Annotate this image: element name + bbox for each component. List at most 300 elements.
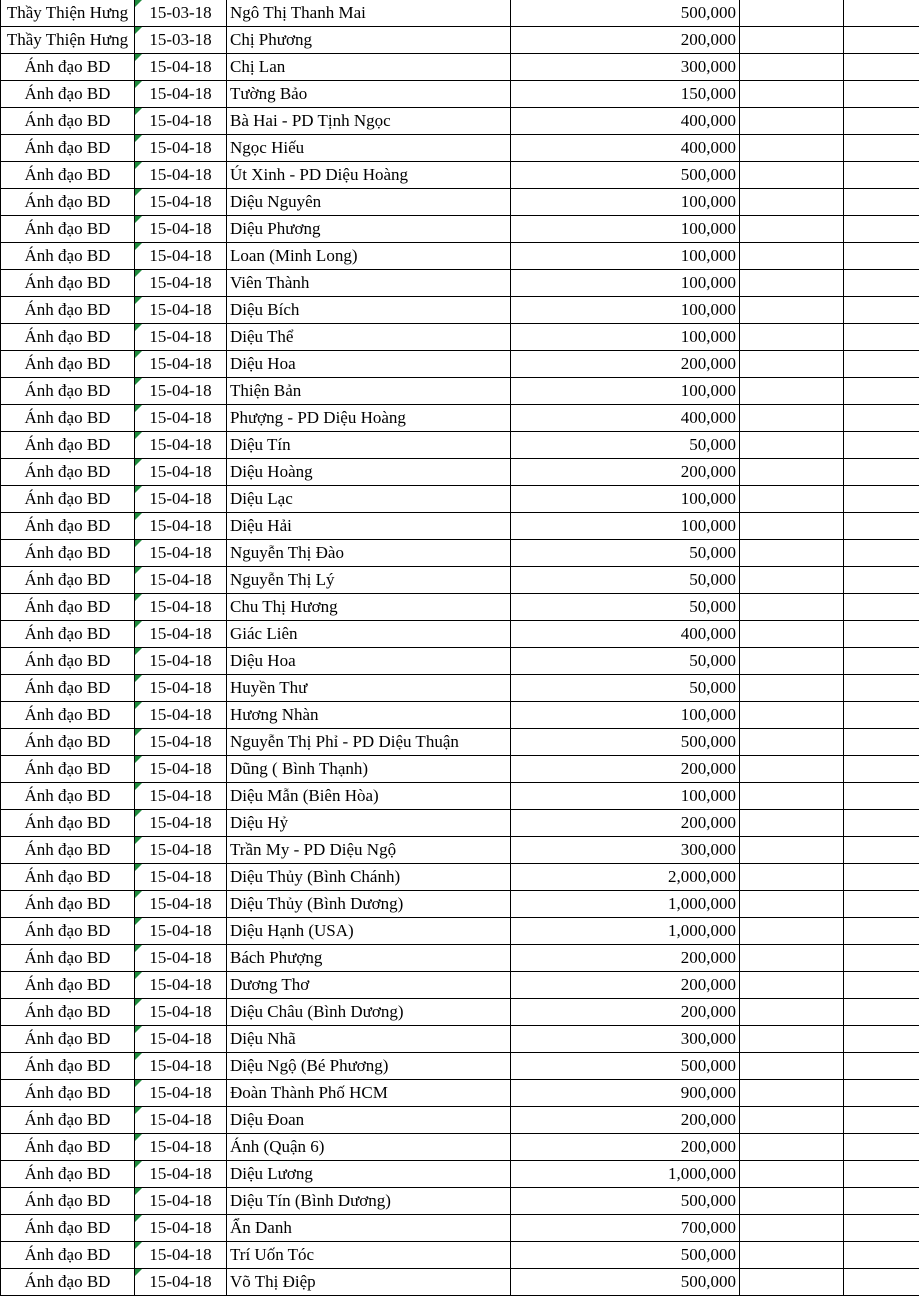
date-cell[interactable]: 15-04-18 xyxy=(135,1161,227,1188)
empty-cell[interactable] xyxy=(844,540,919,567)
empty-cell[interactable] xyxy=(740,1161,844,1188)
empty-cell[interactable] xyxy=(740,621,844,648)
empty-cell[interactable] xyxy=(844,135,919,162)
empty-cell[interactable] xyxy=(740,1080,844,1107)
giver-cell[interactable]: Ánh đạo BD xyxy=(1,432,135,459)
empty-cell[interactable] xyxy=(740,108,844,135)
date-cell[interactable]: 15-04-18 xyxy=(135,1134,227,1161)
amount-cell[interactable]: 500,000 xyxy=(511,1242,740,1269)
empty-cell[interactable] xyxy=(740,945,844,972)
date-cell[interactable]: 15-04-18 xyxy=(135,486,227,513)
empty-cell[interactable] xyxy=(740,999,844,1026)
amount-cell[interactable]: 100,000 xyxy=(511,270,740,297)
date-cell[interactable]: 15-04-18 xyxy=(135,459,227,486)
giver-cell[interactable]: Ánh đạo BD xyxy=(1,945,135,972)
date-cell[interactable]: 15-04-18 xyxy=(135,1269,227,1296)
donor-name-cell[interactable]: Thiện Bản xyxy=(227,378,511,405)
donor-name-cell[interactable]: Nguyễn Thị Phỉ - PD Diệu Thuận xyxy=(227,729,511,756)
amount-cell[interactable]: 100,000 xyxy=(511,216,740,243)
date-cell[interactable]: 15-04-18 xyxy=(135,513,227,540)
empty-cell[interactable] xyxy=(740,1215,844,1242)
giver-cell[interactable]: Ánh đạo BD xyxy=(1,486,135,513)
date-cell[interactable]: 15-04-18 xyxy=(135,1188,227,1215)
empty-cell[interactable] xyxy=(740,972,844,999)
empty-cell[interactable] xyxy=(844,972,919,999)
empty-cell[interactable] xyxy=(844,0,919,27)
giver-cell[interactable]: Ánh đạo BD xyxy=(1,675,135,702)
empty-cell[interactable] xyxy=(844,270,919,297)
date-cell[interactable]: 15-04-18 xyxy=(135,594,227,621)
empty-cell[interactable] xyxy=(740,54,844,81)
amount-cell[interactable]: 100,000 xyxy=(511,486,740,513)
empty-cell[interactable] xyxy=(740,27,844,54)
amount-cell[interactable]: 900,000 xyxy=(511,1080,740,1107)
date-cell[interactable]: 15-04-18 xyxy=(135,540,227,567)
donor-name-cell[interactable]: Diệu Bích xyxy=(227,297,511,324)
giver-cell[interactable]: Ánh đạo BD xyxy=(1,891,135,918)
empty-cell[interactable] xyxy=(740,1242,844,1269)
table-row xyxy=(1,540,919,567)
date-cell[interactable]: 15-04-18 xyxy=(135,405,227,432)
empty-cell[interactable] xyxy=(844,594,919,621)
amount-cell[interactable]: 1,000,000 xyxy=(511,1161,740,1188)
empty-cell[interactable] xyxy=(740,729,844,756)
amount-cell[interactable]: 50,000 xyxy=(511,540,740,567)
donor-name-cell[interactable]: Diệu Tín (Bình Dương) xyxy=(227,1188,511,1215)
giver-cell[interactable]: Ánh đạo BD xyxy=(1,1242,135,1269)
giver-cell[interactable]: Ánh đạo BD xyxy=(1,459,135,486)
empty-cell[interactable] xyxy=(844,1026,919,1053)
donor-name-cell[interactable]: Diệu Thủy (Bình Chánh) xyxy=(227,864,511,891)
giver-cell[interactable]: Ánh đạo BD xyxy=(1,729,135,756)
empty-cell[interactable] xyxy=(740,648,844,675)
giver-cell[interactable]: Thầy Thiện Hưng xyxy=(1,27,135,54)
date-cell[interactable]: 15-04-18 xyxy=(135,864,227,891)
empty-cell[interactable] xyxy=(740,459,844,486)
donor-name-cell[interactable]: Chị Phương xyxy=(227,27,511,54)
empty-cell[interactable] xyxy=(740,189,844,216)
donor-name-cell[interactable]: Trí Uốn Tóc xyxy=(227,1242,511,1269)
donor-name-cell[interactable]: Diệu Hạnh (USA) xyxy=(227,918,511,945)
giver-cell[interactable]: Ánh đạo BD xyxy=(1,999,135,1026)
donor-name-cell[interactable]: Diệu Lương xyxy=(227,1161,511,1188)
date-cell[interactable]: 15-03-18 xyxy=(135,0,227,27)
date-cell[interactable]: 15-04-18 xyxy=(135,567,227,594)
empty-cell[interactable] xyxy=(740,135,844,162)
amount-cell[interactable]: 100,000 xyxy=(511,297,740,324)
table-row xyxy=(1,135,919,162)
amount-cell[interactable]: 200,000 xyxy=(511,810,740,837)
empty-cell[interactable] xyxy=(740,594,844,621)
date-cell[interactable]: 15-04-18 xyxy=(135,972,227,999)
giver-cell[interactable]: Ánh đạo BD xyxy=(1,1080,135,1107)
donor-name-cell[interactable]: Võ Thị Điệp xyxy=(227,1269,511,1296)
donor-name-cell[interactable]: Huyền Thư xyxy=(227,675,511,702)
donor-name-cell[interactable]: Dũng ( Bình Thạnh) xyxy=(227,756,511,783)
empty-cell[interactable] xyxy=(844,621,919,648)
amount-cell[interactable]: 300,000 xyxy=(511,54,740,81)
amount-cell[interactable]: 50,000 xyxy=(511,432,740,459)
donor-name-cell[interactable]: Diệu Ngộ (Bé Phương) xyxy=(227,1053,511,1080)
empty-cell[interactable] xyxy=(844,729,919,756)
giver-cell[interactable]: Ánh đạo BD xyxy=(1,648,135,675)
date-cell[interactable]: 15-04-18 xyxy=(135,1242,227,1269)
amount-cell[interactable]: 200,000 xyxy=(511,972,740,999)
empty-cell[interactable] xyxy=(844,297,919,324)
donor-name-cell[interactable]: Nguyễn Thị Đào xyxy=(227,540,511,567)
date-cell[interactable]: 15-04-18 xyxy=(135,837,227,864)
date-cell[interactable]: 15-04-18 xyxy=(135,675,227,702)
date-cell[interactable]: 15-04-18 xyxy=(135,270,227,297)
empty-cell[interactable] xyxy=(844,918,919,945)
empty-cell[interactable] xyxy=(844,189,919,216)
donor-name-cell[interactable]: Đoàn Thành Phố HCM xyxy=(227,1080,511,1107)
empty-cell[interactable] xyxy=(844,1080,919,1107)
donor-name-cell[interactable]: Chu Thị Hương xyxy=(227,594,511,621)
amount-cell[interactable]: 100,000 xyxy=(511,513,740,540)
date-cell[interactable]: 15-04-18 xyxy=(135,162,227,189)
amount-cell[interactable]: 300,000 xyxy=(511,1026,740,1053)
date-cell[interactable]: 15-04-18 xyxy=(135,702,227,729)
empty-cell[interactable] xyxy=(740,1107,844,1134)
amount-cell[interactable]: 500,000 xyxy=(511,0,740,27)
date-cell[interactable]: 15-04-18 xyxy=(135,945,227,972)
amount-cell[interactable]: 100,000 xyxy=(511,324,740,351)
amount-cell[interactable]: 500,000 xyxy=(511,162,740,189)
giver-cell[interactable]: Ánh đạo BD xyxy=(1,1107,135,1134)
empty-cell[interactable] xyxy=(844,648,919,675)
donor-name-cell[interactable]: Diệu Hoa xyxy=(227,648,511,675)
donor-name-cell[interactable]: Diệu Mẫn (Biên Hòa) xyxy=(227,783,511,810)
table-row xyxy=(1,1242,919,1269)
giver-cell[interactable]: Ánh đạo BD xyxy=(1,243,135,270)
empty-cell[interactable] xyxy=(844,1242,919,1269)
amount-cell[interactable]: 50,000 xyxy=(511,675,740,702)
amount-cell[interactable]: 50,000 xyxy=(511,648,740,675)
giver-cell[interactable]: Ánh đạo BD xyxy=(1,297,135,324)
amount-cell[interactable]: 200,000 xyxy=(511,945,740,972)
empty-cell[interactable] xyxy=(740,891,844,918)
donor-name-cell[interactable]: Diệu Hải xyxy=(227,513,511,540)
giver-cell[interactable]: Ánh đạo BD xyxy=(1,702,135,729)
amount-cell[interactable]: 100,000 xyxy=(511,783,740,810)
empty-cell[interactable] xyxy=(844,999,919,1026)
giver-cell[interactable]: Ánh đạo BD xyxy=(1,1134,135,1161)
date-cell[interactable]: 15-04-18 xyxy=(135,810,227,837)
table-row xyxy=(1,216,919,243)
empty-cell[interactable] xyxy=(740,783,844,810)
amount-cell[interactable]: 100,000 xyxy=(511,189,740,216)
date-cell[interactable]: 15-04-18 xyxy=(135,1107,227,1134)
date-cell[interactable]: 15-04-18 xyxy=(135,189,227,216)
date-cell[interactable]: 15-04-18 xyxy=(135,351,227,378)
empty-cell[interactable] xyxy=(844,486,919,513)
giver-cell[interactable]: Ánh đạo BD xyxy=(1,810,135,837)
date-cell[interactable]: 15-04-18 xyxy=(135,729,227,756)
date-cell[interactable]: 15-04-18 xyxy=(135,324,227,351)
amount-cell[interactable]: 400,000 xyxy=(511,135,740,162)
giver-cell[interactable]: Ánh đạo BD xyxy=(1,540,135,567)
donor-name-cell[interactable]: Giác Liên xyxy=(227,621,511,648)
giver-cell[interactable]: Ánh đạo BD xyxy=(1,270,135,297)
table-row xyxy=(1,972,919,999)
empty-cell[interactable] xyxy=(740,1134,844,1161)
empty-cell[interactable] xyxy=(844,324,919,351)
donor-name-cell[interactable]: Diệu Hỷ xyxy=(227,810,511,837)
empty-cell[interactable] xyxy=(740,1269,844,1296)
date-cell[interactable]: 15-04-18 xyxy=(135,1026,227,1053)
giver-cell[interactable]: Ánh đạo BD xyxy=(1,513,135,540)
giver-cell[interactable]: Thầy Thiện Hưng xyxy=(1,0,135,27)
empty-cell[interactable] xyxy=(740,486,844,513)
empty-cell[interactable] xyxy=(844,1134,919,1161)
donor-name-cell[interactable]: Tường Bảo xyxy=(227,81,511,108)
date-cell[interactable]: 15-04-18 xyxy=(135,891,227,918)
amount-cell[interactable]: 700,000 xyxy=(511,1215,740,1242)
empty-cell[interactable] xyxy=(844,513,919,540)
table-row xyxy=(1,1269,919,1296)
date-cell[interactable]: 15-04-18 xyxy=(135,621,227,648)
giver-cell[interactable]: Ánh đạo BD xyxy=(1,378,135,405)
giver-cell[interactable]: Ánh đạo BD xyxy=(1,837,135,864)
empty-cell[interactable] xyxy=(844,243,919,270)
donor-name-cell[interactable]: Ngọc Hiếu xyxy=(227,135,511,162)
giver-cell[interactable]: Ánh đạo BD xyxy=(1,351,135,378)
date-cell[interactable]: 15-04-18 xyxy=(135,756,227,783)
empty-cell[interactable] xyxy=(740,270,844,297)
date-cell[interactable]: 15-04-18 xyxy=(135,918,227,945)
giver-cell[interactable]: Ánh đạo BD xyxy=(1,324,135,351)
date-cell[interactable]: 15-04-18 xyxy=(135,216,227,243)
date-cell[interactable]: 15-04-18 xyxy=(135,81,227,108)
empty-cell[interactable] xyxy=(844,405,919,432)
empty-cell[interactable] xyxy=(844,1107,919,1134)
empty-cell[interactable] xyxy=(844,864,919,891)
donor-name-cell[interactable]: Loan (Minh Long) xyxy=(227,243,511,270)
empty-cell[interactable] xyxy=(844,162,919,189)
date-cell[interactable]: 15-04-18 xyxy=(135,243,227,270)
donor-name-cell[interactable]: Ánh (Quận 6) xyxy=(227,1134,511,1161)
amount-cell[interactable]: 200,000 xyxy=(511,27,740,54)
date-cell[interactable]: 15-04-18 xyxy=(135,108,227,135)
date-cell[interactable]: 15-04-18 xyxy=(135,999,227,1026)
giver-cell[interactable]: Ánh đạo BD xyxy=(1,1269,135,1296)
date-cell[interactable]: 15-04-18 xyxy=(135,783,227,810)
date-cell[interactable]: 15-04-18 xyxy=(135,648,227,675)
donor-name-cell[interactable]: Diệu Hoa xyxy=(227,351,511,378)
empty-cell[interactable] xyxy=(740,405,844,432)
donor-name-cell[interactable]: Diệu Nguyên xyxy=(227,189,511,216)
date-cell[interactable]: 15-04-18 xyxy=(135,135,227,162)
donor-name-cell[interactable]: Diệu Thể xyxy=(227,324,511,351)
empty-cell[interactable] xyxy=(844,891,919,918)
giver-cell[interactable]: Ánh đạo BD xyxy=(1,108,135,135)
giver-cell[interactable]: Ánh đạo BD xyxy=(1,405,135,432)
empty-cell[interactable] xyxy=(740,432,844,459)
empty-cell[interactable] xyxy=(844,756,919,783)
donor-name-cell[interactable]: Diệu Nhã xyxy=(227,1026,511,1053)
date-cell[interactable]: 15-04-18 xyxy=(135,378,227,405)
donor-name-cell[interactable]: Chị Lan xyxy=(227,54,511,81)
amount-cell[interactable]: 500,000 xyxy=(511,1053,740,1080)
donor-name-cell[interactable]: Diệu Lạc xyxy=(227,486,511,513)
amount-cell[interactable]: 200,000 xyxy=(511,459,740,486)
amount-cell[interactable]: 150,000 xyxy=(511,81,740,108)
table-row xyxy=(1,1134,919,1161)
empty-cell[interactable] xyxy=(844,27,919,54)
amount-cell[interactable]: 400,000 xyxy=(511,405,740,432)
donor-name-cell[interactable]: Diệu Châu (Bình Dương) xyxy=(227,999,511,1026)
empty-cell[interactable] xyxy=(844,702,919,729)
donor-name-cell[interactable]: Viên Thành xyxy=(227,270,511,297)
amount-cell[interactable]: 500,000 xyxy=(511,729,740,756)
date-cell[interactable]: 15-04-18 xyxy=(135,1215,227,1242)
empty-cell[interactable] xyxy=(740,162,844,189)
donor-name-cell[interactable]: Diệu Tín xyxy=(227,432,511,459)
giver-cell[interactable]: Ánh đạo BD xyxy=(1,1215,135,1242)
donor-name-cell[interactable]: Diệu Thủy (Bình Dương) xyxy=(227,891,511,918)
empty-cell[interactable] xyxy=(844,54,919,81)
empty-cell[interactable] xyxy=(844,351,919,378)
table-row xyxy=(1,1161,919,1188)
giver-cell[interactable]: Ánh đạo BD xyxy=(1,54,135,81)
amount-cell[interactable]: 100,000 xyxy=(511,243,740,270)
amount-cell[interactable]: 2,000,000 xyxy=(511,864,740,891)
empty-cell[interactable] xyxy=(740,1188,844,1215)
amount-cell[interactable]: 400,000 xyxy=(511,621,740,648)
empty-cell[interactable] xyxy=(740,837,844,864)
amount-cell[interactable]: 400,000 xyxy=(511,108,740,135)
amount-cell[interactable]: 200,000 xyxy=(511,1134,740,1161)
giver-cell[interactable]: Ánh đạo BD xyxy=(1,567,135,594)
amount-cell[interactable]: 200,000 xyxy=(511,999,740,1026)
giver-cell[interactable]: Ánh đạo BD xyxy=(1,918,135,945)
empty-cell[interactable] xyxy=(740,864,844,891)
empty-cell[interactable] xyxy=(844,1188,919,1215)
empty-cell[interactable] xyxy=(844,675,919,702)
giver-cell[interactable]: Ánh đạo BD xyxy=(1,756,135,783)
giver-cell[interactable]: Ánh đạo BD xyxy=(1,972,135,999)
giver-cell[interactable]: Ánh đạo BD xyxy=(1,783,135,810)
empty-cell[interactable] xyxy=(844,378,919,405)
donor-name-cell[interactable]: Bách Phượng xyxy=(227,945,511,972)
empty-cell[interactable] xyxy=(740,243,844,270)
giver-cell[interactable]: Ánh đạo BD xyxy=(1,1026,135,1053)
donor-name-cell[interactable]: Hương Nhàn xyxy=(227,702,511,729)
donor-name-cell[interactable]: Bà Hai - PD Tịnh Ngọc xyxy=(227,108,511,135)
table-row xyxy=(1,513,919,540)
amount-cell[interactable]: 1,000,000 xyxy=(511,891,740,918)
empty-cell[interactable] xyxy=(740,81,844,108)
empty-cell[interactable] xyxy=(844,432,919,459)
giver-cell[interactable]: Ánh đạo BD xyxy=(1,1161,135,1188)
empty-cell[interactable] xyxy=(844,1269,919,1296)
donor-name-cell[interactable]: Diệu Đoan xyxy=(227,1107,511,1134)
table-row xyxy=(1,81,919,108)
empty-cell[interactable] xyxy=(844,810,919,837)
donor-name-cell[interactable]: Nguyễn Thị Lý xyxy=(227,567,511,594)
empty-cell[interactable] xyxy=(740,675,844,702)
amount-cell[interactable]: 300,000 xyxy=(511,837,740,864)
empty-cell[interactable] xyxy=(740,540,844,567)
empty-cell[interactable] xyxy=(740,513,844,540)
date-cell[interactable]: 15-04-18 xyxy=(135,54,227,81)
amount-cell[interactable]: 200,000 xyxy=(511,1107,740,1134)
giver-cell[interactable]: Ánh đạo BD xyxy=(1,216,135,243)
donor-name-cell[interactable]: Diệu Phương xyxy=(227,216,511,243)
date-cell[interactable]: 15-04-18 xyxy=(135,297,227,324)
empty-cell[interactable] xyxy=(844,837,919,864)
donor-name-cell[interactable]: Ẩn Danh xyxy=(227,1215,511,1242)
empty-cell[interactable] xyxy=(740,756,844,783)
giver-cell[interactable]: Ánh đạo BD xyxy=(1,81,135,108)
table-row xyxy=(1,783,919,810)
date-cell[interactable]: 15-03-18 xyxy=(135,27,227,54)
giver-cell[interactable]: Ánh đạo BD xyxy=(1,864,135,891)
empty-cell[interactable] xyxy=(740,324,844,351)
empty-cell[interactable] xyxy=(740,378,844,405)
empty-cell[interactable] xyxy=(844,1053,919,1080)
giver-cell[interactable]: Ánh đạo BD xyxy=(1,1188,135,1215)
donor-name-cell[interactable]: Dương Thơ xyxy=(227,972,511,999)
amount-cell[interactable]: 100,000 xyxy=(511,378,740,405)
amount-cell[interactable]: 50,000 xyxy=(511,594,740,621)
empty-cell[interactable] xyxy=(740,567,844,594)
empty-cell[interactable] xyxy=(740,918,844,945)
giver-cell[interactable]: Ánh đạo BD xyxy=(1,594,135,621)
donor-name-cell[interactable]: Trần My - PD Diệu Ngộ xyxy=(227,837,511,864)
amount-cell[interactable]: 100,000 xyxy=(511,702,740,729)
giver-cell[interactable]: Ánh đạo BD xyxy=(1,189,135,216)
empty-cell[interactable] xyxy=(740,351,844,378)
amount-cell[interactable]: 500,000 xyxy=(511,1269,740,1296)
giver-cell[interactable]: Ánh đạo BD xyxy=(1,135,135,162)
amount-cell[interactable]: 50,000 xyxy=(511,567,740,594)
empty-cell[interactable] xyxy=(844,216,919,243)
empty-cell[interactable] xyxy=(844,81,919,108)
empty-cell[interactable] xyxy=(844,945,919,972)
empty-cell[interactable] xyxy=(844,1161,919,1188)
date-cell[interactable]: 15-04-18 xyxy=(135,1053,227,1080)
donor-name-cell[interactable]: Ngô Thị Thanh Mai xyxy=(227,0,511,27)
giver-cell[interactable]: Ánh đạo BD xyxy=(1,621,135,648)
empty-cell[interactable] xyxy=(844,459,919,486)
donor-name-cell[interactable]: Út Xinh - PD Diệu Hoàng xyxy=(227,162,511,189)
empty-cell[interactable] xyxy=(740,702,844,729)
amount-cell[interactable]: 500,000 xyxy=(511,1188,740,1215)
donor-name-cell[interactable]: Phượng - PD Diệu Hoàng xyxy=(227,405,511,432)
giver-cell[interactable]: Ánh đạo BD xyxy=(1,1053,135,1080)
empty-cell[interactable] xyxy=(740,216,844,243)
empty-cell[interactable] xyxy=(844,783,919,810)
amount-cell[interactable]: 200,000 xyxy=(511,351,740,378)
donor-name-cell[interactable]: Diệu Hoàng xyxy=(227,459,511,486)
table-row xyxy=(1,1107,919,1134)
empty-cell[interactable] xyxy=(740,1026,844,1053)
amount-cell[interactable]: 200,000 xyxy=(511,756,740,783)
empty-cell[interactable] xyxy=(740,297,844,324)
empty-cell[interactable] xyxy=(844,1215,919,1242)
empty-cell[interactable] xyxy=(740,810,844,837)
date-cell[interactable]: 15-04-18 xyxy=(135,1080,227,1107)
amount-cell[interactable]: 1,000,000 xyxy=(511,918,740,945)
empty-cell[interactable] xyxy=(740,1053,844,1080)
empty-cell[interactable] xyxy=(740,0,844,27)
empty-cell[interactable] xyxy=(844,567,919,594)
date-cell[interactable]: 15-04-18 xyxy=(135,432,227,459)
empty-cell[interactable] xyxy=(844,108,919,135)
giver-cell[interactable]: Ánh đạo BD xyxy=(1,162,135,189)
